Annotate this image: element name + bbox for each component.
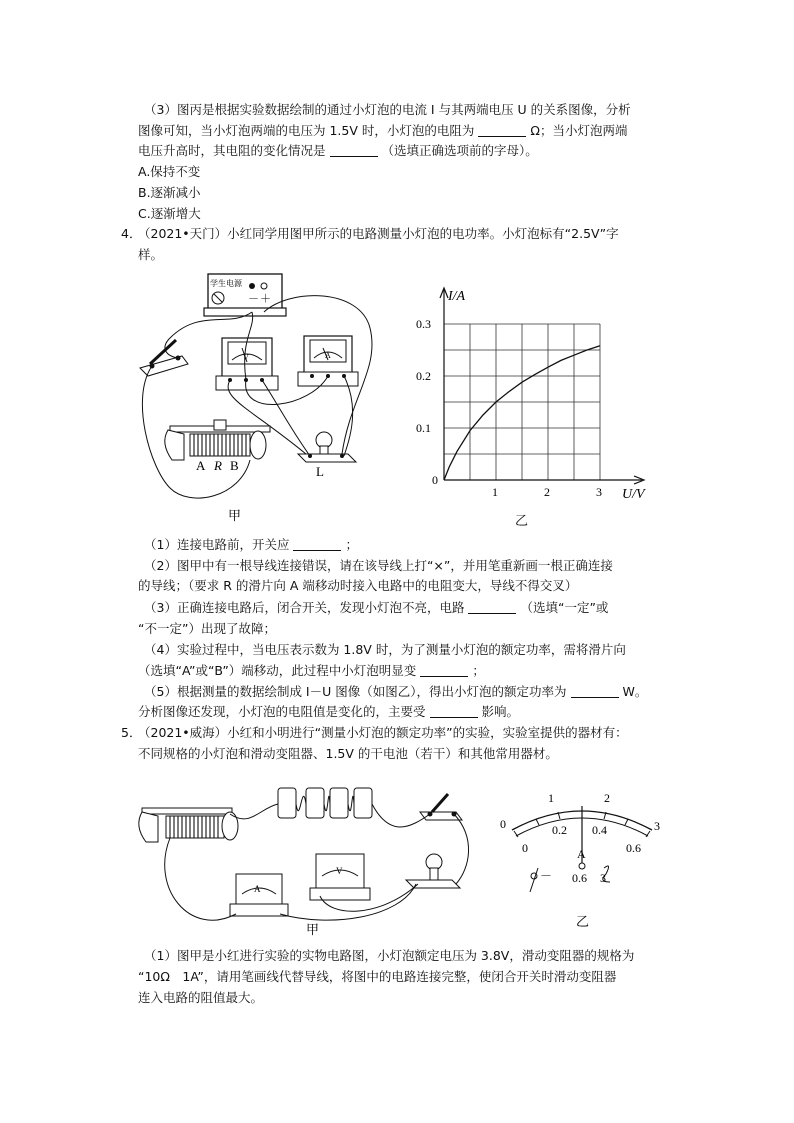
q5-stem-line1: （2021•威海）小红和小明进行“测量小灯泡的额定功率”的实验，实验室提供的器材有： — [138, 725, 628, 740]
q4-sub2-line1: （2）图甲中有一根导线连接错误，请在该导线上打“×”，并用笔重新画一根正确连接 — [144, 558, 613, 573]
svg-text:－: － — [248, 293, 259, 305]
q5-sub1-line3: 连入电路的阻值最大。 — [138, 990, 264, 1005]
answer-blank[interactable] — [330, 143, 378, 157]
option-c: C.逐渐增大 — [138, 206, 201, 221]
rheostat-left-end — [165, 430, 184, 460]
svg-text:R: R — [214, 458, 222, 473]
q4-sub4-line2: （选填“A”或“B”）端移动，此过程中小灯泡明显变 ； — [138, 663, 485, 678]
answer-blank[interactable] — [420, 663, 468, 677]
unit-label: A — [577, 847, 586, 861]
q5-stem-line2: 不同规格的小灯泡和滑动变阻器、1.5V 的干电池（若干）和其他常用器材。 — [138, 746, 558, 761]
q4-circuit-figure — [130, 268, 410, 528]
figure-caption: 甲 — [306, 923, 320, 938]
q3-part3-line2: 图像可知，当小灯泡两端的电压为 1.5V 时，小灯泡的电阻为 Ω；当小灯泡两端 — [138, 123, 628, 138]
answer-blank[interactable] — [430, 704, 478, 718]
svg-text:－: － — [540, 869, 553, 883]
q5-circuit-figure — [130, 768, 480, 938]
rheostat-slider — [214, 420, 226, 430]
svg-text:3: 3 — [600, 871, 606, 885]
q3-part3-line3: 电压升高时，其电阻的变化情况是 （选填正确选项前的字母）。 — [138, 143, 538, 158]
q5-sub1-line2: “10Ω 1A”，请用笔画线代替导线，将图中的电路连接完整，使闭合开关时滑动变阻器 — [138, 969, 617, 984]
svg-text:0.2: 0.2 — [552, 823, 567, 837]
q4-sub3: （3）正确连接电路后，闭合开关，发现小灯泡不亮，电路 （选填“一定”或 — [144, 600, 609, 615]
y-tick-label: 0.3 — [416, 317, 431, 331]
svg-text:0: 0 — [522, 841, 528, 855]
y-tick-label: 0.2 — [416, 369, 431, 383]
q4-sub3-line2: “不一定”）出现了故障； — [138, 621, 276, 636]
figure-caption: 乙 — [576, 915, 590, 930]
q5-sub1-line1: （1）图甲是小红进行实验的实物电路图，小灯泡额定电压为 3.8V，滑动变阻器的规格为 — [144, 948, 635, 963]
svg-text:V: V — [336, 866, 343, 876]
svg-text:V: V — [243, 353, 249, 362]
q4-sub5-line1: （5）根据测量的数据绘制成 I－U 图像（如图乙），得出小灯泡的额定功率为 W。 — [144, 684, 648, 699]
svg-text:B: B — [230, 458, 239, 473]
battery-icon — [354, 788, 372, 818]
x-tick-label: 2 — [544, 485, 550, 499]
x-tick-label: 3 — [596, 485, 602, 499]
svg-text:L: L — [316, 464, 324, 479]
battery-icon — [330, 788, 348, 818]
answer-blank[interactable] — [293, 537, 341, 551]
ammeter-dial-figure — [492, 782, 672, 932]
question-number: 4． — [121, 226, 142, 241]
origin-label: 0 — [432, 473, 438, 487]
y-axis-label: I/A — [448, 289, 466, 304]
svg-text:＋: ＋ — [260, 293, 271, 305]
iu-chart — [410, 280, 660, 530]
y-tick-label: 0.1 — [416, 421, 431, 435]
battery-icon — [306, 788, 324, 818]
q4-stem-line2: 样。 — [138, 247, 164, 262]
power-supply-label: 学生电源 — [210, 279, 242, 288]
q4-sub1: （1）连接电路前，开关应 ； — [144, 537, 358, 552]
question-number: 5． — [121, 725, 142, 740]
svg-text:3: 3 — [654, 819, 660, 833]
rheostat-right-end — [250, 431, 266, 459]
svg-text:0: 0 — [500, 817, 506, 831]
svg-text:A: A — [325, 351, 331, 360]
option-a: A.保持不变 — [138, 164, 201, 179]
answer-blank[interactable] — [478, 123, 526, 137]
option-b: B.逐渐减小 — [138, 185, 201, 200]
battery-icon — [278, 788, 296, 818]
q3-part3-line1: （3）图丙是根据实验数据绘制的通过小灯泡的电流 I 与其两端电压 U 的关系图像，分析 — [144, 102, 631, 117]
svg-text:0.6: 0.6 — [626, 841, 641, 855]
figure-caption: 甲 — [228, 509, 242, 524]
answer-blank[interactable] — [468, 600, 516, 614]
q4-sub2-line2: 的导线；（要求 R 的滑片向 A 端移动时接入电路中的电阻变大，导线不得交叉） — [138, 578, 578, 593]
svg-text:0.6: 0.6 — [572, 871, 587, 885]
rheostat-rod — [142, 808, 232, 814]
svg-text:0.4: 0.4 — [592, 823, 607, 837]
x-axis-label: U/V — [622, 487, 645, 502]
svg-text:A: A — [196, 458, 206, 473]
figure-caption: 乙 — [515, 514, 529, 529]
q4-sub4-line1: （4）实验过程中，当电压表示数为 1.8V 时，为了测量小灯泡的额定功率，需将滑片向 — [144, 642, 626, 657]
svg-text:1: 1 — [548, 791, 554, 805]
svg-text:A: A — [254, 884, 261, 894]
x-tick-label: 1 — [492, 485, 498, 499]
q4-stem-line1: （2021•天门）小红同学用图甲所示的电路测量小灯泡的电功率。小灯泡标有“2.5V”字 — [138, 226, 619, 241]
q4-sub5-line2: 分析图像还发现，小灯泡的电阻值是变化的，主要受 影响。 — [138, 704, 520, 719]
svg-text:2: 2 — [604, 791, 610, 805]
answer-blank[interactable] — [571, 684, 619, 698]
